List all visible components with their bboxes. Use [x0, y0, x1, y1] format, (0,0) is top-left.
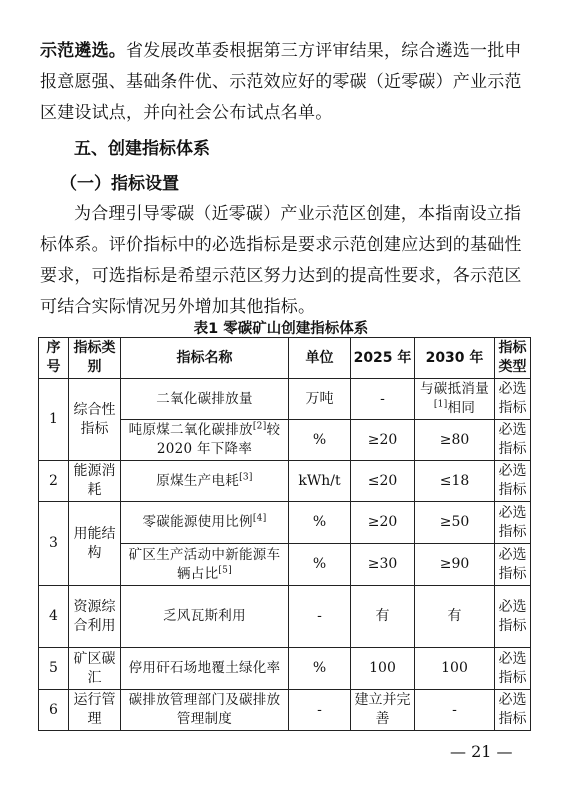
header-2025: 2025 年: [351, 338, 415, 379]
paragraph-lead: 示范遴选。: [40, 41, 126, 61]
cell-name: [121, 461, 289, 502]
cell-2025: ≥20: [351, 502, 415, 544]
header-unit: 单位: [289, 338, 351, 379]
cell-unit: 万吨: [289, 379, 351, 420]
cell-unit: -: [289, 690, 351, 731]
cell-2025: 有: [351, 586, 415, 648]
cell-2025: ≤20: [351, 461, 415, 502]
cell-name: 停用矸石场地覆土绿化率: [121, 648, 289, 690]
header-type: 指标类型: [495, 338, 531, 379]
cell-2030: ≤18: [415, 461, 495, 502]
cell-2030: 有: [415, 586, 495, 648]
table-header-row: [39, 338, 531, 379]
cell-type: 必选指标: [495, 544, 531, 586]
y2030-footnote: [1]: [433, 399, 448, 410]
cell-2030: 100: [415, 648, 495, 690]
header-no: 序号: [39, 338, 69, 379]
table-row: [39, 648, 531, 690]
y2030-text: 与碳抵消量: [420, 381, 489, 397]
cell-2025: 100: [351, 648, 415, 690]
cell-2030: [415, 379, 495, 420]
cell-2030: ≥80: [415, 420, 495, 461]
cell-type: 必选指标: [495, 586, 531, 648]
table-row: [39, 690, 531, 731]
cell-category: 矿区碳汇: [69, 648, 121, 690]
cell-name: 乏风瓦斯利用: [121, 586, 289, 648]
name-text: 原煤生产电耗: [156, 472, 240, 489]
cell-unit: -: [289, 586, 351, 648]
cell-category: 能源消耗: [69, 461, 121, 502]
indicator-table: [38, 337, 531, 731]
name-text: 吨原煤二氧化碳排放: [128, 422, 253, 438]
header-2030: 2030 年: [415, 338, 495, 379]
cell-name: [121, 544, 289, 586]
cell-no: 6: [39, 690, 69, 731]
cell-type: 必选指标: [495, 502, 531, 544]
cell-no: 3: [39, 502, 69, 586]
cell-name: 碳排放管理部门及碳排放管理制度: [121, 690, 289, 731]
cell-2025: 建立并完善: [351, 690, 415, 731]
cell-type: 必选指标: [495, 379, 531, 420]
cell-category: 用能结构: [69, 502, 121, 586]
name-footnote: [2]: [252, 421, 267, 432]
cell-2030: ≥50: [415, 502, 495, 544]
table-caption: 表1 零碳矿山创建指标体系: [193, 321, 369, 337]
name-text: 二氧化碳排放量: [156, 390, 253, 407]
cell-category: 综合性指标: [69, 379, 121, 461]
name-suffix: 较 2020 年下降率: [156, 422, 281, 457]
cell-type: 必选指标: [495, 648, 531, 690]
name-footnote: [3]: [239, 472, 253, 482]
cell-no: 5: [39, 648, 69, 690]
section-heading-5: 五、创建指标体系: [74, 139, 210, 159]
table-row: [39, 461, 531, 502]
table-row: [39, 379, 531, 420]
cell-name: [121, 420, 289, 461]
cell-no: 2: [39, 461, 69, 502]
cell-unit: %: [289, 648, 351, 690]
cell-2030: -: [415, 690, 495, 731]
table-row: [39, 586, 531, 648]
cell-category: 资源综合利用: [69, 586, 121, 648]
paragraph-body: 省发展改革委根据第三方评审结果，综合遴选一批申报意愿强、基础条件优、示范效应好的零碳（近零碳）产业示范区建设试点，并向社会公布试点名单。: [40, 41, 522, 123]
cell-no: 1: [39, 379, 69, 461]
cell-2030: ≥90: [415, 544, 495, 586]
paragraph-indicator-intro: 为合理引导零碳（近零碳）产业示范区创建，本指南设立指标体系。评价指标中的必选指标是要求示范创建应达到的基础性要求，可选指标是希望示范区努力达到的提高性要求，各示范区可结合实际情况另外增加其他指标。: [40, 204, 522, 317]
cell-unit: %: [289, 544, 351, 586]
table-row: [39, 502, 531, 544]
name-text: 零碳能源使用比例: [142, 514, 253, 530]
name-footnote: [4]: [252, 513, 267, 524]
y2030-suffix: 相同: [447, 400, 476, 416]
cell-type: 必选指标: [495, 690, 531, 731]
cell-type: 必选指标: [495, 420, 531, 461]
cell-type: 必选指标: [495, 461, 531, 502]
subsection-heading-5-1: （一）指标设置: [60, 174, 179, 194]
cell-2025: ≥30: [351, 544, 415, 586]
cell-no: 4: [39, 586, 69, 648]
cell-unit: %: [289, 420, 351, 461]
cell-name: [121, 502, 289, 544]
paragraph-demonstration-selection: [40, 36, 530, 129]
header-category: 指标类别: [69, 338, 121, 379]
name-footnote: [5]: [218, 565, 233, 575]
cell-name: [121, 379, 289, 420]
cell-unit: kWh/t: [289, 461, 351, 502]
page-number: — 21 —: [450, 742, 513, 761]
cell-2025: -: [351, 379, 415, 420]
header-name: 指标名称: [121, 338, 289, 379]
cell-2025: ≥20: [351, 420, 415, 461]
cell-category: 运行管理: [69, 690, 121, 731]
name-text: 矿区生产活动中新能源车辆占比: [128, 546, 281, 582]
cell-unit: %: [289, 502, 351, 544]
